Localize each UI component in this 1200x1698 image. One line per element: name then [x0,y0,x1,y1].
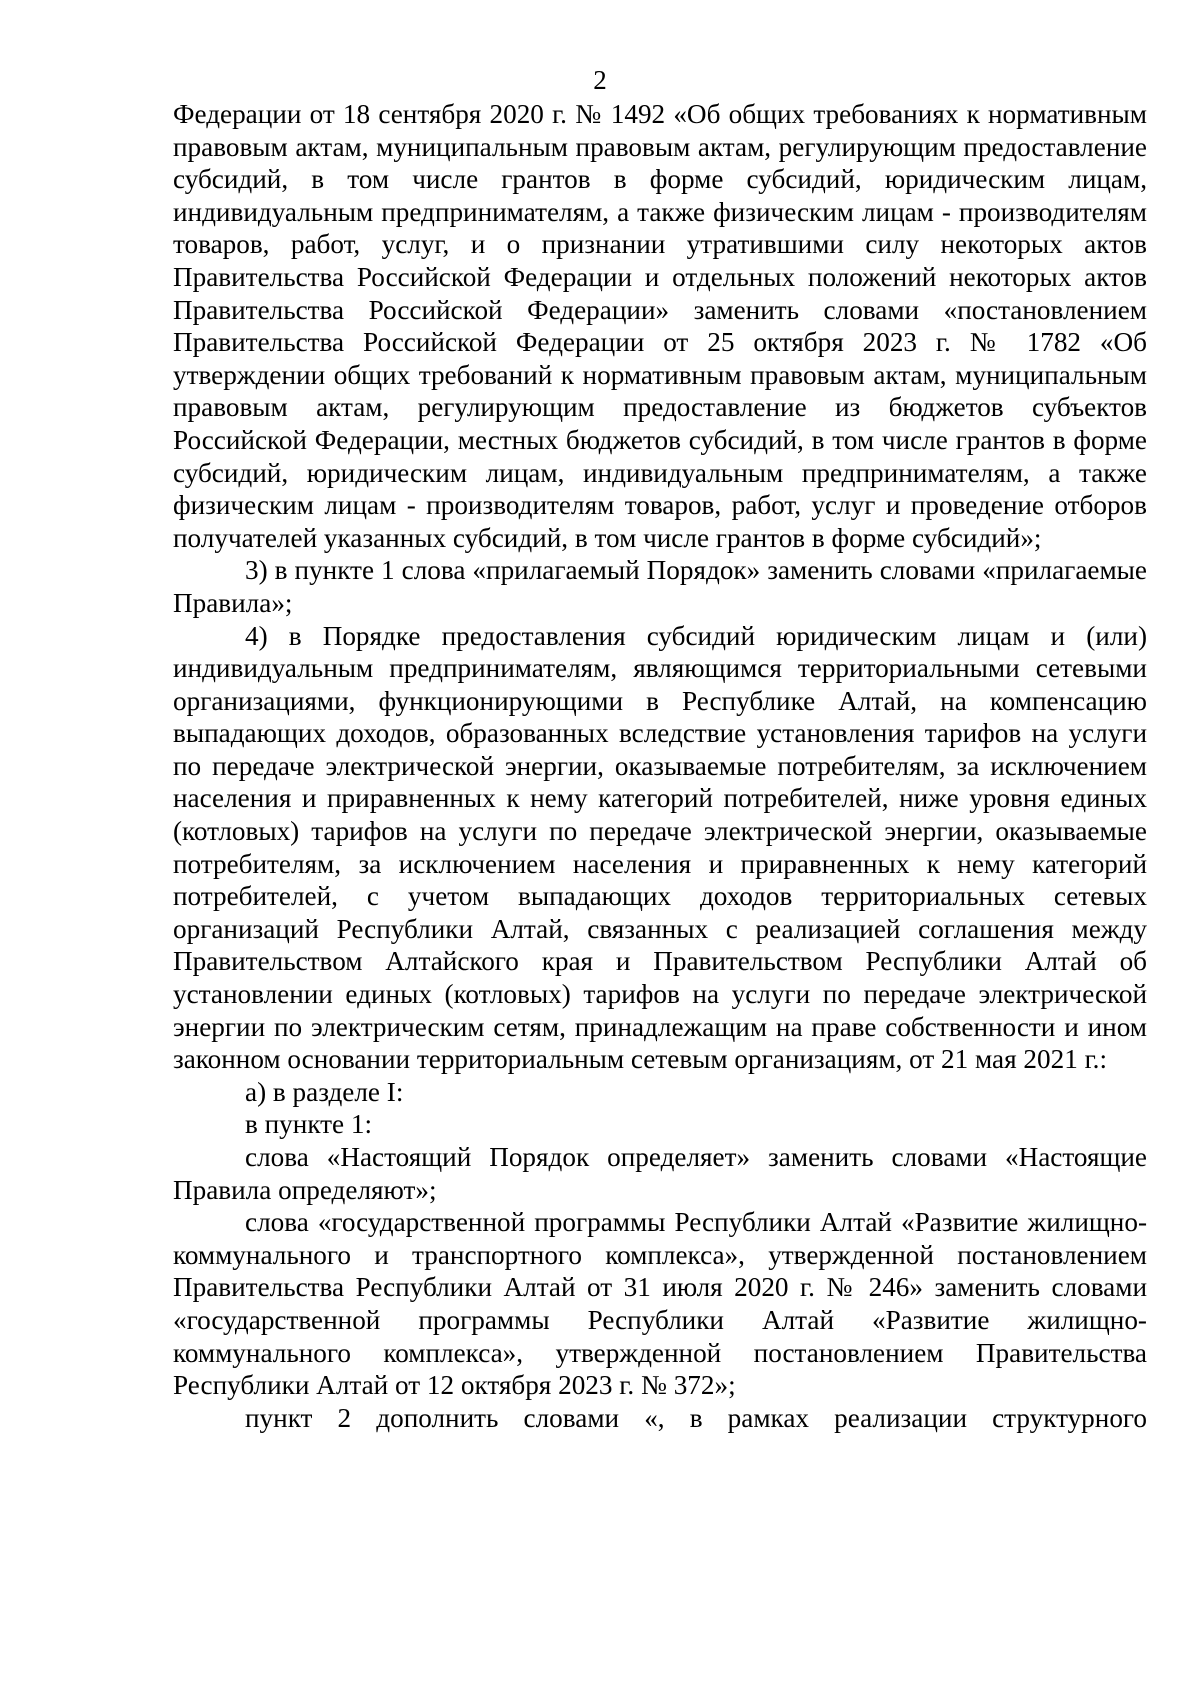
document-body [173,98,1147,1434]
page-number: 2 [593,65,607,95]
paragraph-in-point-1: в пункте 1: [245,1109,373,1140]
paragraph-point-2-addition: пункт 2 дополнить словами «, в рамках реализации структурного [245,1402,1147,1433]
paragraph-words-procedure: слова «Настоящий Порядок определяет» заменить словами «Настоящие Правила определяют»; [173,1142,1147,1205]
paragraph-item-4: 4) в Порядке предоставления субсидий юридическим лицам и (или) индивидуальным предпринимателям, являющимся территориальными сетевыми организациями, функционирующими в Республике Алтай, на компенсацию выпадающих доходов, образованных вследствие установления тарифов на услуги по передаче электрической энергии, оказываемые потребителям, за исключением населения и приравненных к нему категорий потребителей, ниже уровня единых (котловых) тарифов на услуги по передаче электрической энергии, оказываемые потребителям, за исключением населения и приравненных к нему категорий потребителей, с учетом выпадающих доходов территориальных сетевых организаций Республики Алтай, связанных с реализацией соглашения между Правительством Алтайского края и Правительством Республики Алтай об установлении единых (котловых) тарифов на услуги по передаче электрической энергии по электрическим сетям, принадлежащим на праве собственности и ином законном основании территориальным сетевым организациям, от 21 мая 2021 г.: [173,620,1147,1075]
paragraph-federal-resolution-replacement: Федерации от 18 сентября 2020 г. № 1492 «Об общих требованиях к нормативным правовым актам, муниципальным правовым актам, регулирующим предоставление субсидий, в том числе грантов в форме субсидий, юридическим лицам, индивидуальным предпринимателям, а также физическим лицам - производителям товаров, работ, услуг, и о признании утратившими силу некоторых актов Правительства Российской Федерации и отдельных положений некоторых актов Правительства Российской Федерации» заменить словами «постановлением Правительства Российской Федерации от 25 октября 2023 г. № 1782 «Об утверждении общих требований к нормативным правовым актам, муниципальным правовым актам, регулирующим предоставление из бюджетов субъектов Российской Федерации, местных бюджетов субсидий, в том числе грантов в форме субсидий, юридическим лицам, индивидуальным предпринимателям, а также физическим лицам - производителям товаров, работ, услуг и проведение отборов получателей указанных субсидий, в том числе грантов в форме субсидий»; [173,99,1147,553]
paragraph-words-state-program: слова «государственной программы Республики Алтай «Развитие жилищно-коммунального и транспортного комплекса», утвержденной постановлением Правительства Республики Алтай от 31 июля 2020 г. № 246» заменить словами «государственной программы Республики Алтай «Развитие жилищно-коммунального комплекса», утвержденной постановлением Правительства Республики Алтай от 12 октября 2023 г. № 372»; [173,1207,1147,1401]
paragraph-item-3: 3) в пункте 1 слова «прилагаемый Порядок» заменить словами «прилагаемые Правила»; [173,555,1147,618]
paragraph-subitem-a: а) в разделе I: [245,1076,404,1107]
